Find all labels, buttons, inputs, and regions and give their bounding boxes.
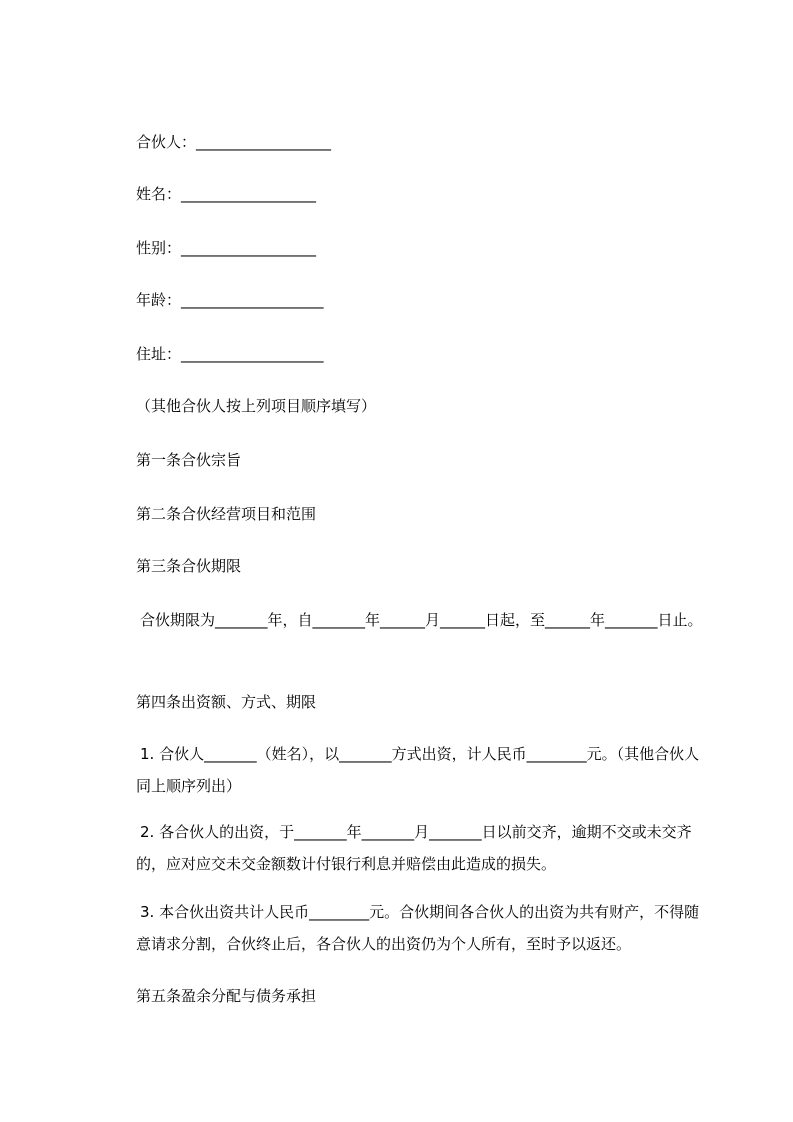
article-4-title: 第四条出资额、方式、期限 (136, 693, 317, 711)
age-field: 年龄：___________________ (136, 291, 324, 309)
article-4-item-3: 3. 本合伙出资共计人民币________元。合伙期间各合伙人的出资为共有财产，不得随意请求分割，合伙终止后，各合伙人的出资仍为个人所有，至时予以返还。 (136, 903, 700, 953)
article-2-title: 第二条合伙经营项目和范围 (136, 505, 317, 523)
article-4-item-1: 1. 合伙人_______（姓名），以_______方式出资，计人民币________元。（其他合伙人同上顺序列出） (136, 745, 700, 795)
article-1-title: 第一条合伙宗旨 (136, 451, 242, 469)
partner-field: 合伙人：__________________ (136, 133, 332, 151)
article-5-title: 第五条盈余分配与债务承担 (136, 987, 317, 1005)
article-4-item-2: 2. 各合伙人的出资，于_______年_______月_______日以前交齐，逾期不交或未交齐的，应对应交未交金额数计付银行利息并赔偿由此造成的损失。 (136, 823, 692, 873)
fill-note: （其他合伙人按上列项目顺序填写） (136, 397, 377, 415)
name-field: 姓名：__________________ (136, 185, 317, 203)
article-3-title: 第三条合伙期限 (136, 557, 242, 575)
gender-field: 性别：__________________ (136, 239, 317, 257)
address-field: 住址：___________________ (136, 345, 324, 363)
article-3-body: 合伙期限为_______年，自_______年______月______日起，至______年_______日止。 (140, 611, 703, 629)
